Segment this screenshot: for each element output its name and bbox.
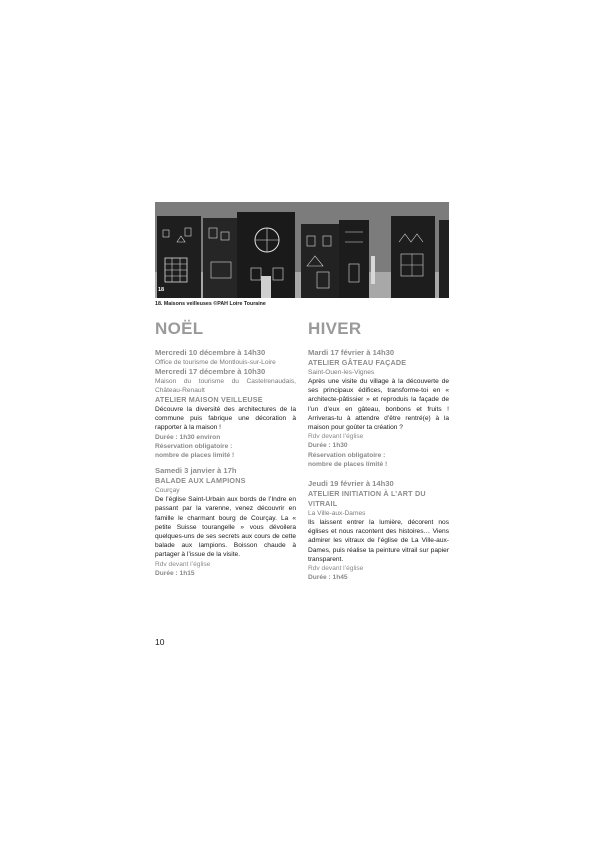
event-duration: Durée : 1h45	[308, 574, 348, 582]
noel-column	[155, 320, 296, 584]
event-description: Après une visite du village à la découverte de ses principaux édifices, transforme-toi en « architecte-pâtissier » et reproduis la façade de l’un d’eux en gâteau, bonbons et fruits ! Arriveras-tu à attendre d’être rentré(e) à la maison pour goûter ta création ?	[308, 378, 449, 432]
event-duration: Durée : 1h15	[155, 569, 195, 577]
event-date: Mardi 17 février à 14h30	[308, 348, 395, 357]
event-date: Samedi 3 janvier à 17h	[155, 466, 237, 476]
event-reservation-note: nombre de places limité !	[155, 452, 235, 460]
event-balade-lampions	[155, 466, 296, 578]
event-title: ATELIER INITIATION À L’ART DU VITRAIL	[308, 489, 426, 509]
event-meeting-point: Rdv devant l’église	[308, 433, 364, 441]
event-reservation-note: nombre de places limité !	[308, 460, 388, 468]
event-maison-veilleuse	[155, 348, 296, 460]
event-date: Mercredi 17 décembre à 10h30	[155, 367, 266, 376]
event-place: Saint-Ouen-les-Vignes	[308, 369, 375, 376]
event-description: De l’église Saint-Urbain aux bords de l’Indre en passant par la varenne, venez découvrir en famille le charmant bourg de Courçay. La « petite Suisse tourangelle » vous dévoilera quelques-uns de ses secrets aux cours de cette balade aux lampions. Boisson chaude à partager à l’issue de la visite.	[155, 496, 296, 559]
event-place: Office de tourisme de Montlouis-sur-Loire	[155, 359, 276, 366]
event-title: ATELIER MAISON VEILLEUSE	[155, 395, 263, 404]
event-duration: Durée : 1h30	[308, 442, 348, 450]
event-title: BALADE AUX LAMPIONS	[155, 476, 246, 486]
hiver-column	[308, 320, 449, 588]
maisons-veilleuses-photo	[155, 202, 449, 298]
event-gateau-facade	[308, 348, 449, 469]
event-place: La Ville-aux-Dames	[308, 510, 366, 518]
event-title: ATELIER GÂTEAU FAÇADE	[308, 358, 407, 367]
event-date: Jeudi 19 février à 14h30	[308, 479, 394, 489]
photo-caption: 18. Maisons veilleuses ©PAH Loire Touraine	[155, 301, 266, 307]
event-date: Mercredi 10 décembre à 14h30	[155, 348, 266, 357]
event-reservation: Réservation obligatoire :	[155, 442, 233, 450]
season-heading-hiver: HIVER	[308, 319, 362, 338]
season-heading-noel: NOËL	[155, 319, 204, 338]
photo-number: 18	[158, 287, 165, 293]
event-place: Courçay	[155, 487, 180, 495]
event-meeting-point: Rdv devant l’église	[155, 560, 211, 568]
event-duration: Durée : 1h30 environ	[155, 433, 221, 441]
page-number: 10	[155, 637, 165, 647]
event-description: Ils laissent entrer la lumière, décorent nos églises et nous racontent des histoires… Viens admirer les vitraux de l’église de La Ville-aux-Dames, puis réalise ta peinture vitrail sur papier transparent.	[308, 519, 449, 563]
event-meeting-point: Rdv devant l’église	[308, 565, 364, 573]
event-reservation: Réservation obligatoire :	[308, 451, 386, 459]
event-place: Maison du tourisme du Castelrenaudais, Château-Renault	[155, 378, 296, 394]
event-description: Découvre la diversité des architectures de la commune puis fabrique une décoration à rapporter à la maison !	[155, 406, 296, 432]
event-vitrail	[308, 479, 449, 582]
